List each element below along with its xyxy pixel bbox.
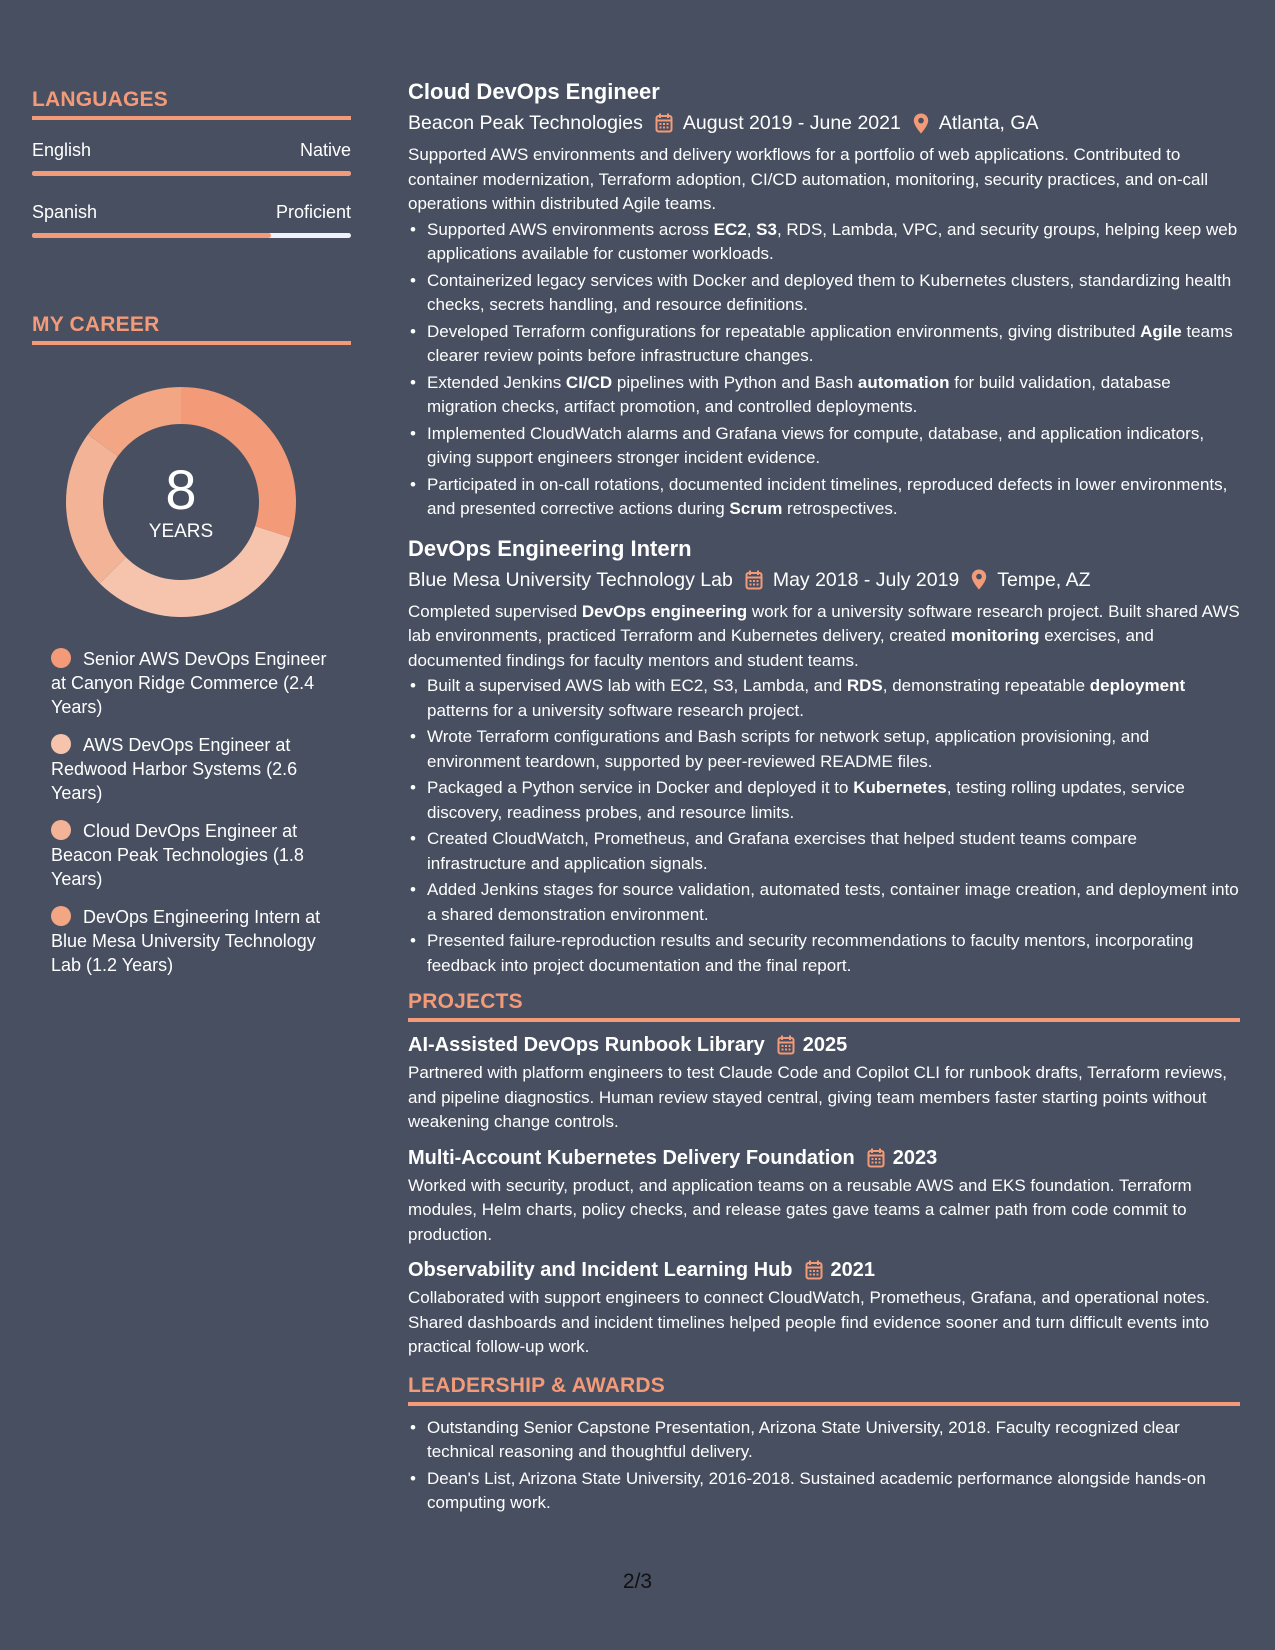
language-bar-fill xyxy=(32,171,351,176)
calendar-icon xyxy=(867,1148,885,1168)
job-meta xyxy=(408,109,1240,137)
calendar-icon xyxy=(777,1035,795,1055)
career-legend-item xyxy=(51,819,341,891)
career-years-label: YEARS xyxy=(148,521,214,542)
project-year: 2023 xyxy=(892,1146,938,1169)
job-bullet: • Containerized legacy services with Docker and deployed them to Kubernetes clusters, standardizing health checks, secrets handling, and resource definitions. xyxy=(408,269,1240,318)
job-bullet: • Packaged a Python service in Docker and deployed it to Kubernetes, testing rolling updates, service discovery, readiness probes, and resource limits. xyxy=(408,776,1240,825)
project-description: Collaborated with support engineers to connect CloudWatch, Prometheus, Grafana, and operational notes. Shared dashboards and incident timelines helped people find evidence sooner and turn difficult events into practical follow-up work. xyxy=(408,1288,1210,1356)
job-meta xyxy=(408,566,1240,594)
project-header xyxy=(408,1030,1240,1060)
project-header xyxy=(408,1255,1240,1285)
leadership-heading: LEADERSHIP & AWARDS xyxy=(408,1374,1240,1406)
project-title: AI-Assisted DevOps Runbook Library xyxy=(408,1034,765,1056)
language-bar xyxy=(32,233,351,238)
calendar-icon xyxy=(655,113,673,133)
project-entry xyxy=(408,1030,1240,1135)
job-summary: Supported AWS environments and delivery workflows for a portfolio of web applications. Contributed to container modernization, Terraform adoption, CI/CD automation, monitoring, security practices, and on-call operations within distributed Agile teams. xyxy=(408,145,1209,213)
career-legend-text: Senior AWS DevOps Engineer at Canyon Ridge Commerce (2.4 Years) xyxy=(51,649,327,717)
project-year: 2021 xyxy=(830,1259,876,1281)
sidebar xyxy=(32,88,351,991)
career-legend-item xyxy=(51,905,341,977)
career-legend-item xyxy=(51,647,341,719)
career-heading: MY CAREER xyxy=(32,313,351,345)
job-bullet: • Added Jenkins stages for source validation, automated tests, container image creation, and deployment into a shared demonstration environment. xyxy=(408,878,1240,927)
language-name: Spanish xyxy=(32,202,98,222)
job-title: Cloud DevOps Engineer xyxy=(408,79,660,104)
job-bullet: • Created CloudWatch, Prometheus, and Grafana exercises that helped student teams compare infrastructure and application signals. xyxy=(408,827,1240,876)
legend-dot-icon xyxy=(51,820,71,840)
job-bullet: • Wrote Terraform configurations and Bash scripts for network setup, application provisioning, and environment teardown, supported by peer-reviewed README files. xyxy=(408,725,1240,774)
career-legend xyxy=(51,647,341,977)
project-title: Multi-Account Kubernetes Delivery Foundation xyxy=(408,1146,855,1169)
job-bullet: • Developed Terraform configurations for repeatable application environments, giving distributed Agile teams clearer review points before infrastructure changes. xyxy=(408,320,1240,369)
leadership-list xyxy=(408,1416,1240,1516)
leadership-item: • Outstanding Senior Capstone Presentation, Arizona State University, 2018. Faculty recognized clear technical reasoning and thoughtful delivery. xyxy=(408,1416,1240,1465)
job-location: Atlanta, GA xyxy=(938,112,1039,134)
job-bullets xyxy=(408,218,1240,522)
language-bar-fill xyxy=(32,233,271,238)
language-level: Proficient xyxy=(275,202,351,222)
job-dates: August 2019 - June 2021 xyxy=(682,112,901,134)
legend-dot-icon xyxy=(51,648,71,668)
career-total-years: 8 xyxy=(165,458,197,521)
job-entry xyxy=(408,75,1240,522)
career-donut-chart xyxy=(66,387,296,617)
language-level: Native xyxy=(299,140,351,160)
job-company: Blue Mesa University Technology Lab xyxy=(408,568,733,591)
language-item xyxy=(32,202,351,238)
language-bar xyxy=(32,171,351,176)
project-description: Partnered with platform engineers to test Claude Code and Copilot CLI for runbook drafts, Terraform reviews, and pipeline diagnostics. Human review stayed central, giving team members faster starting points without weakening change controls. xyxy=(408,1063,1227,1131)
project-entry xyxy=(408,1255,1240,1360)
legend-dot-icon xyxy=(51,734,71,754)
project-year: 2025 xyxy=(802,1034,848,1056)
career-legend-item xyxy=(51,733,341,805)
job-dates: May 2018 - July 2019 xyxy=(772,568,960,591)
calendar-icon xyxy=(805,1260,823,1280)
job-bullet: • Implemented CloudWatch alarms and Grafana views for compute, database, and application indicators, giving support engineers stronger incident evidence. xyxy=(408,422,1240,471)
job-bullet: • Built a supervised AWS lab with EC2, S3, Lambda, and RDS, demonstrating repeatable deployment patterns for a university software research project. xyxy=(408,674,1240,723)
leadership-item: • Dean's List, Arizona State University, 2016-2018. Sustained academic performance alongside hands-on computing work. xyxy=(408,1467,1240,1516)
language-item xyxy=(32,140,351,176)
language-name: English xyxy=(32,140,92,160)
project-header xyxy=(408,1143,1240,1173)
career-legend-text: AWS DevOps Engineer at Redwood Harbor Systems (2.6 Years) xyxy=(51,735,298,803)
job-title: DevOps Engineering Intern xyxy=(408,535,692,561)
project-title: Observability and Incident Learning Hub xyxy=(408,1259,793,1281)
job-bullet: • Presented failure-reproduction results and security recommendations to faculty mentors, incorporating feedback into project documentation and the final report. xyxy=(408,929,1240,978)
job-entry xyxy=(408,532,1240,979)
job-bullet: • Participated in on-call rotations, documented incident timelines, reproduced defects in lower environments, and presented corrective actions during Scrum retrospectives. xyxy=(408,473,1240,522)
project-description: Worked with security, product, and application teams on a reusable AWS and EKS foundation. Terraform modules, Helm charts, policy checks, and release gates gave teams a calmer path from code commit to production. xyxy=(408,1175,1192,1244)
page-number: 2/3 xyxy=(622,1570,653,1593)
location-pin-icon xyxy=(971,569,987,590)
job-bullet: • Supported AWS environments across EC2, S3, RDS, Lambda, VPC, and security groups, helping keep web applications available for customer workloads. xyxy=(408,218,1240,267)
career-legend-text: Cloud DevOps Engineer at Beacon Peak Technologies (1.8 Years) xyxy=(51,821,304,889)
languages-heading: LANGUAGES xyxy=(32,88,351,120)
job-bullets xyxy=(408,674,1240,978)
job-bullet: • Extended Jenkins CI/CD pipelines with Python and Bash automation for build validation, database migration checks, artifact promotion, and controlled deployments. xyxy=(408,371,1240,420)
projects-heading: PROJECTS xyxy=(408,990,1240,1022)
main-content xyxy=(408,75,1240,1518)
project-entry xyxy=(408,1143,1240,1248)
calendar-icon xyxy=(745,570,763,590)
career-legend-text: DevOps Engineering Intern at Blue Mesa University Technology Lab (1.2 Years) xyxy=(51,907,321,975)
job-summary: Completed supervised DevOps engineering work for a university software research project. Built shared AWS lab environments, practiced Terraform and Kubernetes delivery, created monitoring exercises, and documented findings for faculty mentors and student teams. xyxy=(408,601,1240,670)
location-pin-icon xyxy=(913,113,929,134)
job-location: Tempe, AZ xyxy=(997,568,1091,591)
job-company: Beacon Peak Technologies xyxy=(408,112,643,134)
legend-dot-icon xyxy=(51,906,71,926)
